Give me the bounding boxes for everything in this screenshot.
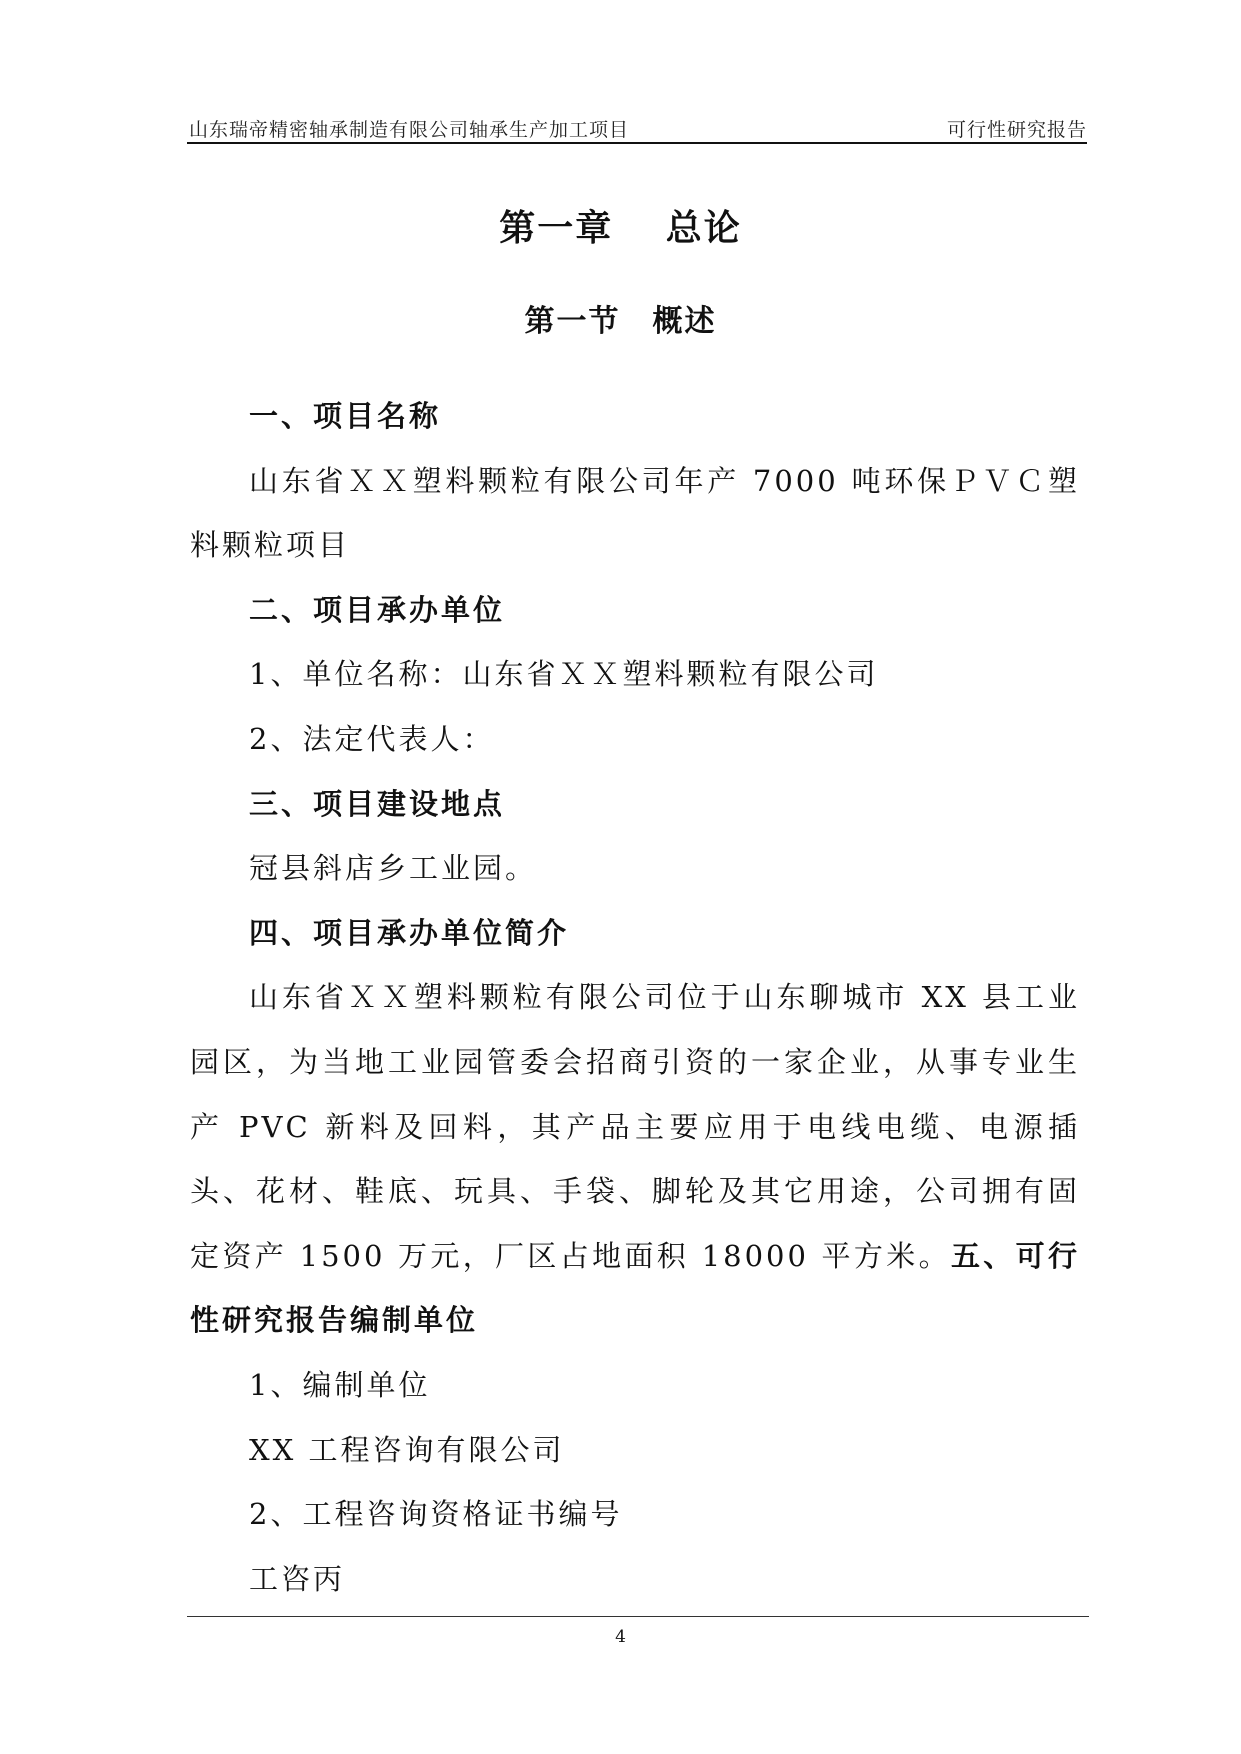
heading-project-name: 一、项目名称	[249, 399, 442, 433]
page-number: 4	[615, 1627, 626, 1647]
header-report-type: 可行性研究报告	[946, 119, 1087, 141]
heading-report-compiler: 五、可行性研究报告编制单位	[190, 1238, 1080, 1338]
footer-divider	[187, 1616, 1089, 1617]
section-title: 第一节 概述	[524, 304, 717, 339]
heading-unit-profile: 四、项目承办单位简介	[249, 915, 570, 950]
heading-construction-site: 三、项目建设地点	[249, 786, 506, 821]
unit-profile-text: 山东省ＸＸ塑料颗粒有限公司位于山东聊城市 XX 县工业园区，为当地工业园管委会招商引资的一家企业，从事专业生产 PVC 新料及回料，其产品主要应用于电线电缆、电源插头、花材、鞋底、玩具、手袋、脚轮及其它用途，公司拥有固定资产 1500 万元，厂区占地面积 18000 平方米。	[190, 980, 1080, 1273]
paragraph-unit-profile	[190, 965, 1080, 1353]
page-header	[187, 110, 1087, 144]
paragraph-compiler-label: 1、编制单位	[249, 1367, 431, 1402]
paragraph-legal-representative: 2、法定代表人：	[249, 721, 495, 756]
paragraph-unit-name: 1、单位名称：山东省ＸＸ塑料颗粒有限公司	[249, 657, 879, 692]
paragraph-certificate-label: 2、工程咨询资格证书编号	[249, 1497, 623, 1532]
paragraph-compiler-name: XX 工程咨询有限公司	[249, 1432, 565, 1467]
heading-undertaking-unit: 二、项目承办单位	[249, 592, 506, 627]
header-divider	[187, 142, 1087, 144]
chapter-title: 第一章 总论	[499, 208, 742, 249]
paragraph-certificate-number: 工咨丙	[249, 1561, 346, 1596]
paragraph-project-name: 山东省ＸＸ塑料颗粒有限公司年产 7000 吨环保ＰＶＣ塑料颗粒项目	[190, 463, 1080, 563]
header-project-name: 山东瑞帝精密轴承制造有限公司轴承生产加工项目	[189, 119, 630, 141]
paragraph-construction-site: 冠县斜店乡工业园。	[249, 851, 538, 886]
document-body	[190, 384, 1080, 1611]
